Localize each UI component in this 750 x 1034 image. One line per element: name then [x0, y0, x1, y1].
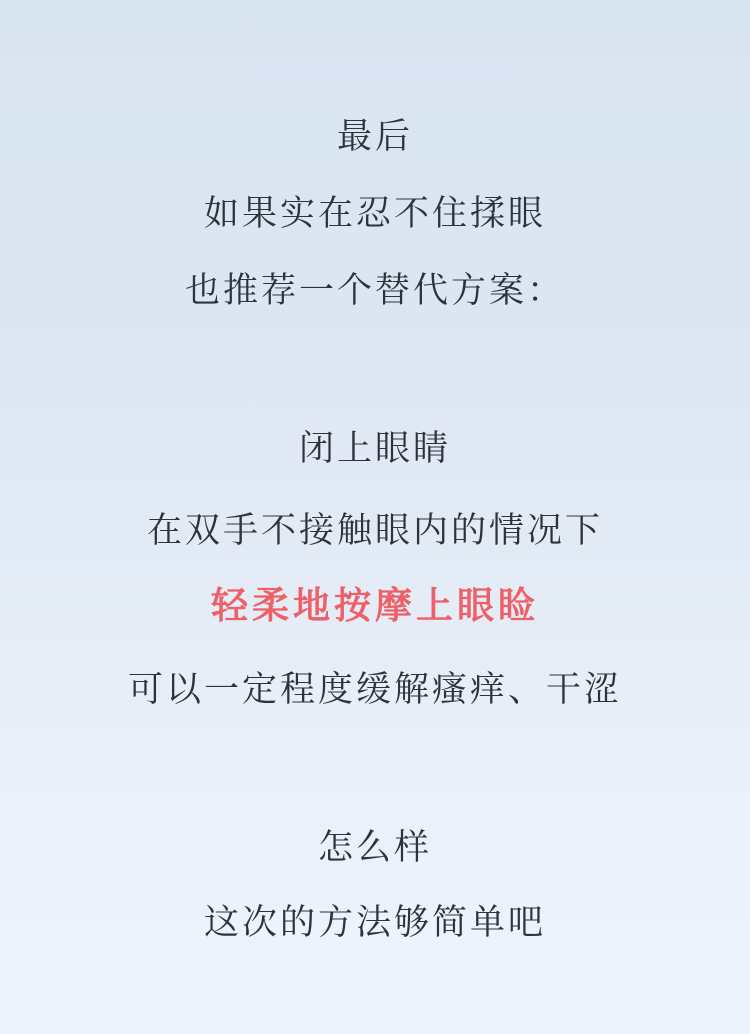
method-line-no-touch: 在双手不接触眼内的情况下	[146, 511, 603, 550]
outro-line-simple: 这次的方法够简单吧	[203, 903, 546, 942]
intro-line-final: 最后	[336, 117, 413, 156]
outro-line-how-about: 怎么样	[317, 828, 432, 867]
intro-line-alternative: 也推荐一个替代方案：	[184, 271, 565, 310]
method-line-close-eyes: 闭上眼睛	[298, 429, 451, 468]
intro-line-cant-resist: 如果实在忍不住揉眼	[203, 194, 546, 233]
method-line-massage-highlight: 轻柔地按摩上眼睑	[211, 585, 539, 626]
method-line-relief: 可以一定程度缓解瘙痒、干涩	[127, 670, 622, 709]
